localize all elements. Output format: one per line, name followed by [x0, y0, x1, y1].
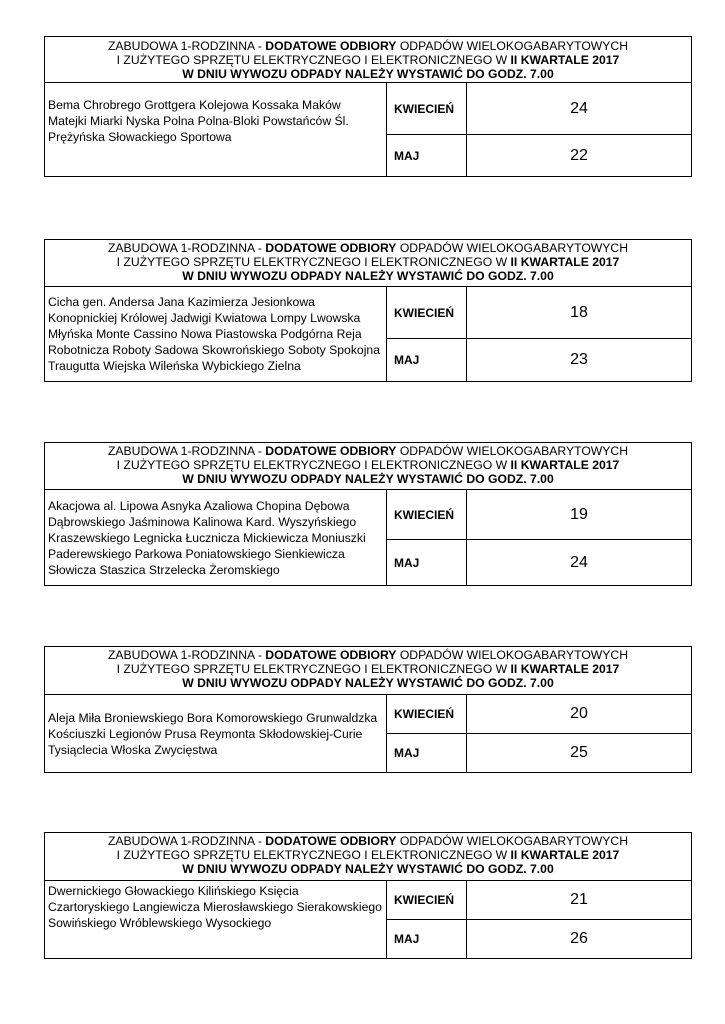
- schedule-header: [45, 443, 691, 490]
- street-list: Dwernickiego Głowackiego Kilińskiego Księcia Czartoryskiego Langiewicza Mierosławskiego Sierakowskiego Sowińskiego Wróblewskiego Wysockiego: [45, 881, 387, 958]
- street-list: Bema Chrobrego Grottgera Kolejowa Kossaka Maków Matejki Miarki Nyska Polna Polna-Bloki Powstańców Śl. Prężyńska Słowackiego Sportowa: [45, 83, 387, 176]
- april-pickup-day: 21: [570, 891, 588, 908]
- schedule-block-2: [44, 239, 692, 382]
- month-april-label: KWIECIEŃ: [387, 287, 467, 338]
- street-list: Akacjowa al. Lipowa Asnyka Azaliowa Chopina Dębowa Dąbrowskiego Jaśminowa Kalinowa Kard. Wyszyńskiego Kraszewskiego Legnicka Łucznicza Mickiewicza Moniuszki Paderewskiego Parkowa Poniatowskiego Sienkiewicza Słowicza Staszica Strzelecka Żeromskiego: [45, 490, 387, 585]
- schedule-block-1: [44, 36, 692, 177]
- schedule-block-4: [44, 646, 692, 773]
- header-line-1: ZABUDOWA 1-RODZINNA - DODATOWE ODBIORY ODPADÓW WIELOKOGABARYTOWYCH: [107, 241, 629, 255]
- header-line-2: I ZUŻYTEGO SPRZĘTU ELEKTRYCZNEGO I ELEKTRONICZNEGO W II KWARTALE 2017: [116, 458, 620, 472]
- month-april-label: KWIECIEŃ: [387, 881, 467, 919]
- month-may-label: MAJ: [387, 734, 467, 772]
- schedule-header: [45, 240, 691, 287]
- header-line-2: I ZUŻYTEGO SPRZĘTU ELEKTRYCZNEGO I ELEKTRONICZNEGO W II KWARTALE 2017: [116, 255, 620, 269]
- may-pickup-day: 22: [570, 146, 588, 164]
- schedule-block-3: [44, 442, 692, 586]
- header-line-3: W DNIU WYWOZU ODPADY NALEŻY WYSTAWIĆ DO GODZ. 7.00: [182, 269, 554, 283]
- header-line-2: I ZUŻYTEGO SPRZĘTU ELEKTRYCZNEGO I ELEKTRONICZNEGO W II KWARTALE 2017: [116, 848, 620, 862]
- schedule-header: [45, 833, 691, 881]
- may-pickup-day: 26: [570, 930, 588, 947]
- month-april-label: KWIECIEŃ: [387, 83, 467, 134]
- header-line-3: W DNIU WYWOZU ODPADY NALEŻY WYSTAWIĆ DO GODZ. 7.00: [182, 472, 554, 486]
- may-pickup-day: 24: [570, 553, 588, 571]
- april-pickup-day: 18: [570, 303, 588, 321]
- schedule-header: [45, 37, 691, 83]
- street-list: Cicha gen. Andersa Jana Kazimierza Jesionkowa Konopnickiej Królowej Jadwigi Kwiatowa Lompy Lwowska Młyńska Monte Cassino Nowa Piastowska Podgórna Reja Robotnicza Roboty Sadowa Skowrońskiego Soboty Spokojna Traugutta Wiejska Wileńska Wybickiego Zielna: [45, 287, 387, 381]
- header-line-1: ZABUDOWA 1-RODZINNA - DODATOWE ODBIORY ODPADÓW WIELOKOGABARYTOWYCH: [107, 834, 629, 848]
- header-line-1: ZABUDOWA 1-RODZINNA - DODATOWE ODBIORY ODPADÓW WIELOKOGABARYTOWYCH: [107, 648, 629, 662]
- may-pickup-day: 25: [570, 744, 588, 761]
- header-line-2: I ZUŻYTEGO SPRZĘTU ELEKTRYCZNEGO I ELEKTRONICZNEGO W II KWARTALE 2017: [116, 662, 620, 676]
- schedule-header: [45, 647, 691, 695]
- month-april-label: KWIECIEŃ: [387, 695, 467, 733]
- april-pickup-day: 19: [570, 505, 588, 523]
- month-april-label: KWIECIEŃ: [387, 490, 467, 539]
- header-line-3: W DNIU WYWOZU ODPADY NALEŻY WYSTAWIĆ DO GODZ. 7.00: [182, 676, 554, 690]
- month-may-label: MAJ: [387, 339, 467, 381]
- header-line-3: W DNIU WYWOZU ODPADY NALEŻY WYSTAWIĆ DO GODZ. 7.00: [182, 67, 554, 81]
- month-may-label: MAJ: [387, 135, 467, 176]
- april-pickup-day: 24: [570, 99, 588, 117]
- month-may-label: MAJ: [387, 540, 467, 585]
- month-may-label: MAJ: [387, 920, 467, 958]
- header-line-1: ZABUDOWA 1-RODZINNA - DODATOWE ODBIORY ODPADÓW WIELOKOGABARYTOWYCH: [107, 39, 629, 53]
- header-line-3: W DNIU WYWOZU ODPADY NALEŻY WYSTAWIĆ DO GODZ. 7.00: [182, 862, 554, 876]
- april-pickup-day: 20: [570, 705, 588, 722]
- schedule-block-5: [44, 832, 692, 959]
- may-pickup-day: 23: [570, 351, 588, 368]
- street-list: Aleja Miła Broniewskiego Bora Komorowskiego Grunwaldzka Kościuszki Legionów Prusa Reymonta Skłodowskiej-Curie Tysiąclecia Włoska Zwycięstwa: [45, 695, 387, 772]
- header-line-2: I ZUŻYTEGO SPRZĘTU ELEKTRYCZNEGO I ELEKTRONICZNEGO W II KWARTALE 2017: [116, 53, 620, 67]
- header-line-1: ZABUDOWA 1-RODZINNA - DODATOWE ODBIORY ODPADÓW WIELOKOGABARYTOWYCH: [107, 444, 629, 458]
